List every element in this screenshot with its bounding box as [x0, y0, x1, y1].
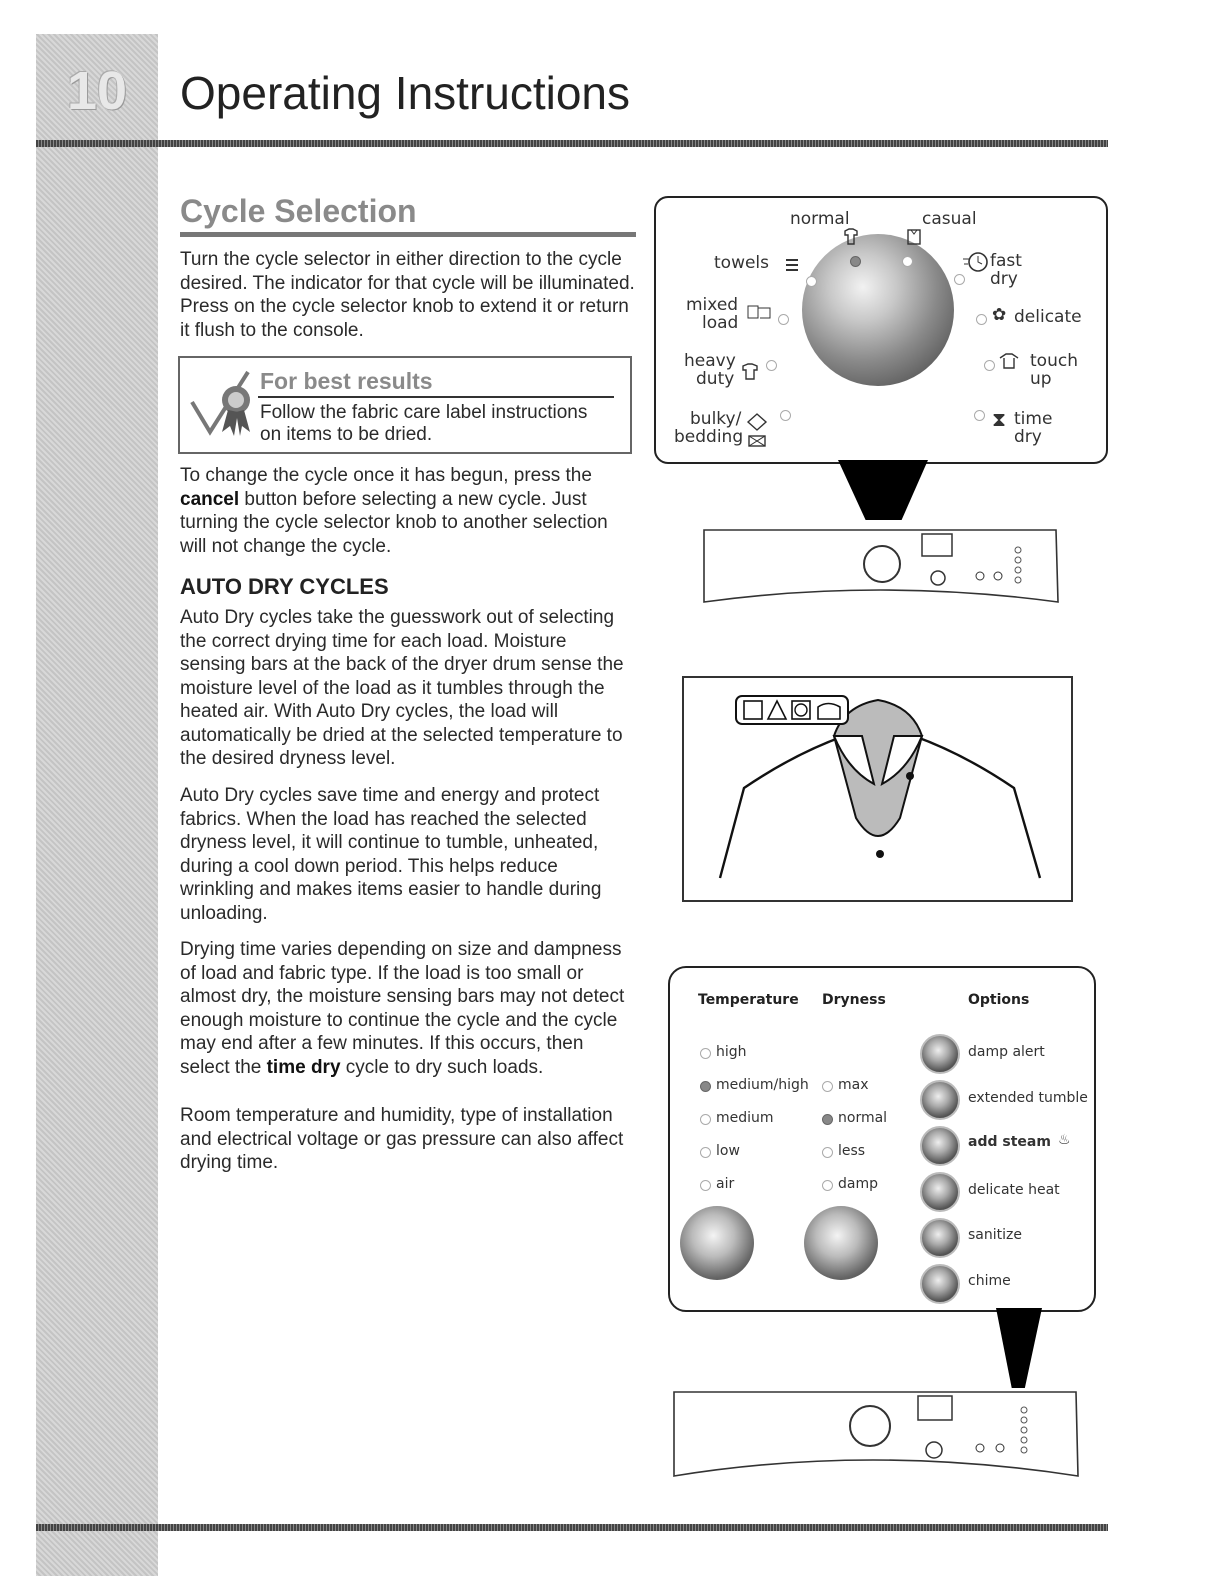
auto-dry-paragraph-1: Auto Dry cycles take the guesswork out of selecting the correct drying time for each load. Moisture sensing bars at the back of the dryer drum sense the moisture level of the load as it tumbles through the heated air. With Auto Dry cycles, the load will automatically be dried at the selected temperature to the desired dryness level. [180, 607, 624, 769]
page-number: 10 [66, 61, 128, 121]
steam-icon: ♨ [1058, 1132, 1071, 1148]
cancel-keyword: cancel [180, 488, 240, 510]
best-results-text: Follow the fabric care label instructions on items to be dried. [260, 402, 588, 445]
cycle-label-normal: normal [790, 209, 850, 229]
dryness-header: Dryness [822, 992, 886, 1008]
auto-dry-p3-post: cycle to dry such loads. [340, 1056, 544, 1078]
shirt-illustration [684, 678, 1071, 900]
callout-rule [258, 396, 614, 398]
cycle-label-time-line2: dry [1014, 427, 1042, 447]
cycle-indicator-fast-dry [954, 274, 965, 285]
cycle-selection-intro: Turn the cycle selector in either direction to the cycle desired. The indicator for that cycle will be illuminated. Press on the cycle selector knob to extend it or return it flush to the console. [180, 249, 635, 341]
auto-dry-heading: AUTO DRY CYCLES [180, 574, 389, 599]
cycle-indicator-mixed-load [778, 314, 789, 325]
cycle-indicator-towels [806, 276, 817, 287]
section-title-cycle-selection: Cycle Selection [180, 193, 417, 229]
page-title: Operating Instructions [180, 67, 631, 119]
cycle-label-touch-line1: touch [1030, 351, 1078, 371]
cycle-label-delicate: delicate [1014, 307, 1082, 327]
option-label-chime: chime [968, 1273, 1011, 1289]
cycle-label-bulky-line2: bedding [674, 427, 744, 447]
damp-alert-button[interactable] [920, 1034, 960, 1074]
temp-label-medium: medium [716, 1110, 774, 1126]
temp-indicator-high [700, 1048, 711, 1059]
casual-shirt-icon [906, 228, 922, 246]
temp-label-medium-high: medium/high [716, 1077, 809, 1093]
option-label-delicate-heat: delicate heat [968, 1182, 1060, 1198]
temp-indicator-medium [700, 1114, 711, 1125]
auto-dry-p3-pre: Drying time varies depending on size and dampness of load and fabric type. If the load is too small or almost dry, the moisture sensing bars may not detect enough moisture to continue the cycle and the cycle may end after a few minutes. If this occurs, then select the [180, 939, 625, 1078]
dryness-label-normal: normal [838, 1110, 888, 1126]
dryness-knob[interactable] [804, 1206, 878, 1280]
best-results-callout [178, 356, 632, 454]
cycle-label-time-line1: time [1014, 409, 1053, 429]
option-label-add-steam: add steam [968, 1134, 1051, 1150]
cycle-label-heavy-line1: heavy [684, 351, 736, 371]
change-cycle-pre: To change the cycle once it has begun, press the [180, 465, 592, 486]
temp-indicator-low [700, 1147, 711, 1158]
options-panel [668, 966, 1096, 1312]
temp-indicator-air [700, 1180, 711, 1191]
auto-dry-paragraph-2: Auto Dry cycles save time and energy and protect fabrics. When the load has reached the selected dryness level, it will continue to tumble, unheated, during a cool down period. This helps reduce wrinkling and makes items easier to handle during unloading. [180, 785, 602, 924]
hourglass-icon: ⧗ [992, 407, 1007, 431]
cycle-indicator-delicate [976, 314, 987, 325]
cycle-indicator-normal [850, 256, 861, 267]
cycle-indicator-bulky-bedding [780, 410, 791, 421]
cycle-label-fast-line1: fast [990, 251, 1022, 271]
auto-dry-paragraph-4: Room temperature and humidity, type of installation and electrical voltage or gas pressure can also affect drying time. [180, 1105, 624, 1173]
towels-icon [784, 256, 802, 274]
cycle-label-mixed-line2: load [702, 313, 739, 333]
option-label-damp-alert: damp alert [968, 1044, 1045, 1060]
cycle-indicator-touch-up [984, 360, 995, 371]
temp-label-low: low [716, 1143, 740, 1159]
flower-icon: ✿ [992, 305, 1007, 325]
change-cycle-post: button before selecting a new cycle. Just turning the cycle selector knob to another selection will not change the cycle. [180, 488, 608, 557]
add-steam-button[interactable] [920, 1126, 960, 1166]
dryness-indicator-less [822, 1147, 833, 1158]
care-label-illustration [682, 676, 1073, 902]
cycle-indicator-time-dry [974, 410, 985, 421]
dryness-label-damp: damp [838, 1176, 878, 1192]
dryness-indicator-normal [822, 1114, 833, 1125]
auto-dry-paragraph-3 [180, 938, 635, 1079]
cycle-dial-panel [654, 196, 1108, 464]
cycle-label-touch-line2: up [1030, 369, 1052, 389]
control-console-thumbnail-2 [670, 1388, 1080, 1480]
cycle-label-bulky-line1: bulky/ [690, 409, 742, 429]
cycle-label-heavy-line2: duty [696, 369, 735, 389]
temp-label-high: high [716, 1044, 747, 1060]
cycle-label-fast-line2: dry [990, 269, 1018, 289]
cycle-label-casual: casual [922, 209, 977, 229]
mixed-load-icon [746, 302, 772, 320]
shirt-icon [842, 228, 860, 246]
best-results-title: For best results [260, 368, 433, 394]
options-header: Options [968, 992, 1030, 1008]
cycle-indicator-heavy-duty [766, 360, 777, 371]
dryness-indicator-max [822, 1081, 833, 1092]
sanitize-button[interactable] [920, 1218, 960, 1258]
touch-up-icon [996, 350, 1022, 372]
header-rule [36, 140, 1108, 147]
cycle-label-mixed-line1: mixed [686, 295, 739, 315]
temperature-header: Temperature [698, 992, 799, 1008]
delicate-heat-button[interactable] [920, 1172, 960, 1212]
control-console-thumbnail [700, 520, 1060, 608]
heavy-duty-icon [740, 362, 760, 382]
temp-label-air: air [716, 1176, 735, 1192]
cycle-selector-knob[interactable] [802, 234, 954, 386]
option-label-sanitize: sanitize [968, 1227, 1022, 1243]
extended-tumble-button[interactable] [920, 1080, 960, 1120]
chime-button[interactable] [920, 1264, 960, 1304]
cycle-indicator-casual [902, 256, 913, 267]
footer-rule [36, 1524, 1108, 1531]
checkmark-ribbon-icon [188, 366, 256, 442]
cycle-label-towels: towels [714, 253, 770, 273]
temperature-knob[interactable] [680, 1206, 754, 1280]
dryness-label-less: less [838, 1143, 866, 1159]
section-rule [180, 232, 636, 237]
dryness-indicator-damp [822, 1180, 833, 1191]
side-bar-decoration [36, 34, 158, 1576]
change-cycle-paragraph [180, 464, 635, 558]
dryness-label-max: max [838, 1077, 869, 1093]
time-dry-keyword: time dry [266, 1056, 341, 1078]
clock-icon [962, 250, 988, 274]
temp-indicator-medium-high [700, 1081, 711, 1092]
bedding-icon [746, 412, 768, 448]
option-label-extended-tumble: extended tumble [968, 1090, 1088, 1106]
